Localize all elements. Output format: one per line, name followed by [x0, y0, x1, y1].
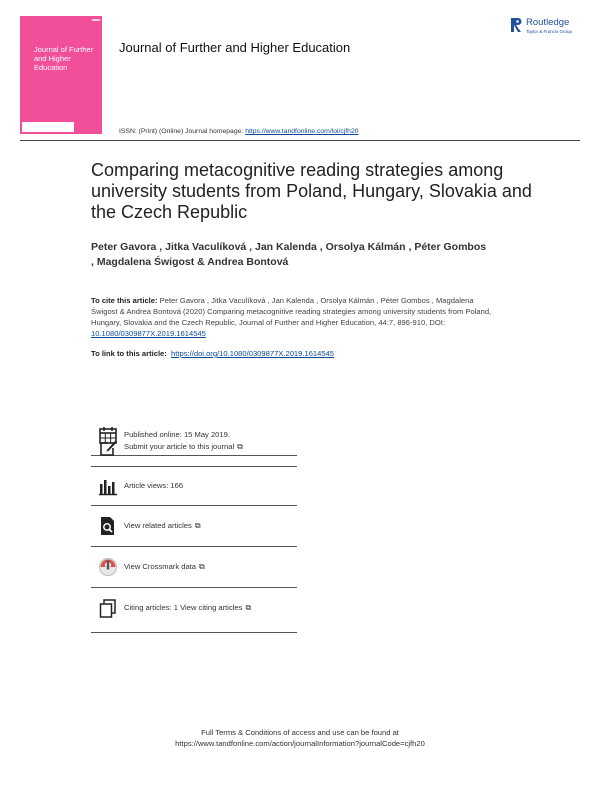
- terms-url[interactable]: https://www.tandfonline.com/action/journalInformation?journalCode=cjfh20: [175, 739, 425, 748]
- external-link-icon: ⧉: [237, 442, 243, 451]
- related-row[interactable]: [98, 516, 298, 540]
- article-link-line: [91, 349, 334, 358]
- link-label: To link to this article:: [91, 349, 167, 358]
- info-divider: [91, 632, 297, 633]
- related-articles-link[interactable]: [124, 521, 201, 531]
- info-divider: [91, 466, 297, 467]
- routledge-logo-icon: [511, 18, 522, 32]
- citation-doi-link[interactable]: 10.1080/0309877X.2019.1614545: [91, 329, 206, 338]
- citation-label: To cite this article:: [91, 296, 158, 305]
- external-link-icon: ⧉: [245, 603, 252, 612]
- journal-homepage-link[interactable]: https://www.tandfonline.com/loi/cjfh20: [245, 128, 359, 135]
- article-authors: Peter Gavora , Jitka Vaculíková , Jan Kalenda , Orsolya Kálmán , Péter Gombos , Magdalena Świgost & Andrea Bontová: [91, 241, 487, 268]
- article-views: Article views: 166: [124, 481, 184, 490]
- crossmark-link[interactable]: [124, 562, 205, 572]
- submit-article-link[interactable]: [124, 442, 243, 452]
- publisher-tagline: Taylor & Francis Group: [526, 29, 573, 34]
- issn-prefix: ISSN: (Print) (Online) Journal homepage:: [119, 128, 244, 135]
- citing-articles-link[interactable]: [124, 603, 251, 613]
- external-link-icon: ⧉: [199, 562, 205, 571]
- cover-mark: [92, 19, 100, 21]
- info-divider: [91, 505, 297, 506]
- citing-row[interactable]: [98, 598, 298, 622]
- article-doi-link[interactable]: https://doi.org/10.1080/0309877X.2019.1614545: [171, 349, 335, 358]
- terms-text: Full Terms & Conditions of access and use can be found at: [201, 728, 399, 737]
- terms-footer: [0, 727, 600, 749]
- journal-cover: [20, 16, 102, 132]
- citing-articles-icon: [98, 598, 118, 618]
- cover-logo: UCU: [76, 121, 92, 128]
- published-date: Published online: 15 May 2019.: [124, 430, 230, 439]
- publisher-name: Routledge: [526, 17, 570, 28]
- citing-label: Citing articles: 1 View citing articles: [124, 603, 243, 612]
- citation-text: Peter Gavora , Jitka Vaculíková , Jan Kalenda , Orsolya Kálmán , Péter Gombos , Magdalena Świgost & Andrea Bontová (2020) Comparing metacognitive reading strategies among university students from Poland, Hungary, Slovakia and the Czech Republic, Journal of Further and Higher Education, 44:7, 896-910, DOI:: [91, 296, 492, 327]
- journal-title: Journal of Further and Higher Education: [119, 40, 351, 55]
- cover-footer-strip: [22, 122, 74, 132]
- info-divider: [91, 546, 297, 547]
- article-title: Comparing metacognitive reading strategies among university students from Poland, Hungary, Slovakia and the Czech Republic: [91, 160, 532, 222]
- bar-chart-icon: [98, 476, 118, 496]
- issn-line: [119, 128, 359, 135]
- crossmark-icon: [98, 557, 118, 577]
- edit-icon: [98, 437, 118, 457]
- document-search-icon: [98, 516, 118, 536]
- citation-block: [91, 295, 501, 339]
- header-divider: [20, 140, 580, 141]
- related-label: View related articles: [124, 521, 192, 530]
- submit-label: Submit your article to this journal: [124, 442, 235, 451]
- cover-title: Journal of Further and Higher Education: [34, 45, 94, 72]
- info-divider: [91, 587, 297, 588]
- external-link-icon: ⧉: [194, 521, 201, 530]
- submit-row[interactable]: [98, 437, 298, 461]
- views-row: [98, 476, 298, 500]
- crossmark-label: View Crossmark data: [124, 562, 197, 571]
- crossmark-row[interactable]: [98, 557, 298, 581]
